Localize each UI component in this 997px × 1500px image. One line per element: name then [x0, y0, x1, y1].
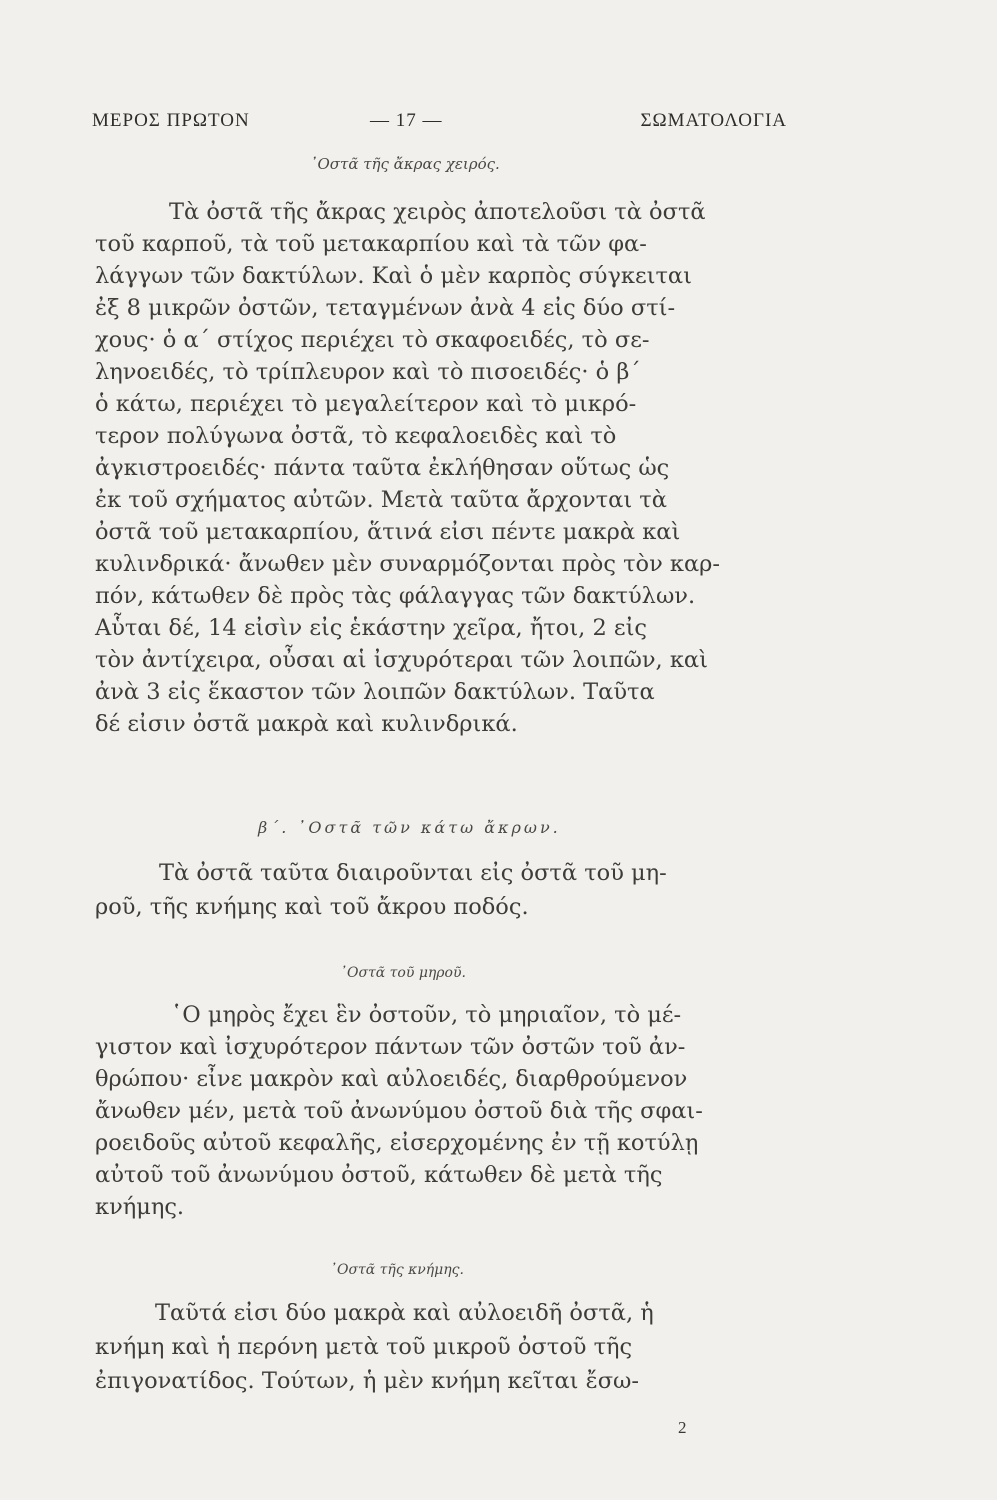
text-line: ροῦ, τῆς κνήμης καὶ τοῦ ἄκρου ποδός.: [95, 894, 529, 920]
page-number-header: — 17 —: [370, 110, 443, 131]
text-line: πόν, κάτωθεν δὲ πρὸς τὰς φάλαγγας τῶν δακτύλων.: [95, 583, 696, 609]
subheading-shin-bones: ᾿Οστᾶ τῆς κνήμης.: [330, 1262, 464, 1278]
text-line: θρώπου· εἶνε μακρὸν καὶ αὐλοειδές, διαρθρούμενον: [95, 1066, 688, 1092]
text-line: Αὗται δέ, 14 εἰσὶν εἰς ἑκάστην χεῖρα, ἤτοι, 2 εἰς: [95, 615, 647, 641]
text-line: τοῦ καρποῦ, τὰ τοῦ μετακαρπίου καὶ τὰ τῶν φα-: [95, 231, 647, 257]
text-line: Τὰ ὀστᾶ τῆς ἄκρας χειρὸς ἀποτελοῦσι τὰ ὀστᾶ: [169, 199, 706, 225]
text-line: ἀνὰ 3 εἰς ἕκαστον τῶν λοιπῶν δακτύλων. Ταῦτα: [95, 679, 655, 705]
text-line: τερον πολύγωνα ὀστᾶ, τὸ κεφαλοειδὲς καὶ τὸ: [95, 423, 617, 449]
text-line: ὁ κάτω, περιέχει τὸ μεγαλείτερον καὶ τὸ μικρό-: [95, 391, 637, 417]
text-line: ὀστᾶ τοῦ μετακαρπίου, ἅτινά εἰσι πέντε μακρὰ καὶ: [95, 519, 681, 545]
subheading-lower-limb-bones: β΄. ᾿Οστᾶ τῶν κάτω ἄκρων.: [258, 818, 561, 837]
text-line: κνήμη καὶ ἡ περόνη μετὰ τοῦ μικροῦ ὀστοῦ τῆς: [95, 1334, 633, 1360]
subheading-hand-bones: ᾿Οστᾶ τῆς ἄκρας χειρός.: [310, 155, 500, 173]
header-part-title: ΜΕΡΟΣ ΠΡΩΤΟΝ: [92, 110, 250, 131]
signature-mark: 2: [678, 1418, 687, 1437]
text-line: αὐτοῦ τοῦ ἀνωνύμου ὀστοῦ, κάτωθεν δὲ μετὰ τῆς: [95, 1162, 663, 1188]
subheading-thigh-bones: ᾿Οστᾶ τοῦ μηροῦ.: [340, 965, 466, 981]
header-chapter-title: ΣΩΜΑΤΟΛΟΓΙΑ: [640, 110, 787, 131]
text-line: Ταῦτά εἰσι δύο μακρὰ καὶ αὐλοειδῆ ὀστᾶ, ἡ: [155, 1300, 654, 1326]
text-line: ἐκ τοῦ σχήματος αὐτῶν. Μετὰ ταῦτα ἄρχονται τὰ: [95, 487, 667, 513]
text-line: ροειδοῦς αὐτοῦ κεφαλῆς, εἰσερχομένης ἐν τῇ κοτύλῃ: [95, 1130, 699, 1156]
text-line: κνήμης.: [95, 1194, 185, 1220]
text-line: χους· ὁ α΄ στίχος περιέχει τὸ σκαφοειδές, τὸ σε-: [95, 327, 650, 353]
text-line: ἀγκιστροειδές· πάντα ταῦτα ἐκλήθησαν οὕτως ὡς: [95, 455, 670, 481]
text-line: Τὰ ὀστᾶ ταῦτα διαιροῦνται εἰς ὀστᾶ τοῦ μη-: [159, 860, 667, 886]
running-header: [92, 110, 787, 140]
text-line: ἐξ 8 μικρῶν ὀστῶν, τεταγμένων ἀνὰ 4 εἰς δύο στί-: [95, 295, 676, 321]
text-line: τὸν ἀντίχειρα, οὖσαι αἱ ἰσχυρότεραι τῶν λοιπῶν, καὶ: [95, 647, 708, 673]
text-line: ῾Ο μηρὸς ἔχει ἓν ὀστοῦν, τὸ μηριαῖον, τὸ μέ-: [171, 1002, 682, 1028]
text-line: λάγγων τῶν δακτύλων. Καὶ ὁ μὲν καρπὸς σύγκειται: [95, 263, 692, 289]
text-line: δέ εἰσιν ὀστᾶ μακρὰ καὶ κυλινδρικά.: [95, 711, 518, 737]
text-line: ἐπιγονατίδος. Τούτων, ἡ μὲν κνήμη κεῖται ἔσω-: [95, 1368, 639, 1394]
text-line: κυλινδρικά· ἄνωθεν μὲν συναρμόζονται πρὸς τὸν καρ-: [95, 551, 721, 577]
text-line: ἄνωθεν μέν, μετὰ τοῦ ἀνωνύμου ὀστοῦ διὰ τῆς σφαι-: [95, 1098, 703, 1124]
text-line: ληνοειδές, τὸ τρίπλευρον καὶ τὸ πισοειδές· ὁ β΄: [95, 359, 641, 385]
text-line: γιστον καὶ ἰσχυρότερον πάντων τῶν ὀστῶν τοῦ ἀν-: [95, 1034, 686, 1060]
